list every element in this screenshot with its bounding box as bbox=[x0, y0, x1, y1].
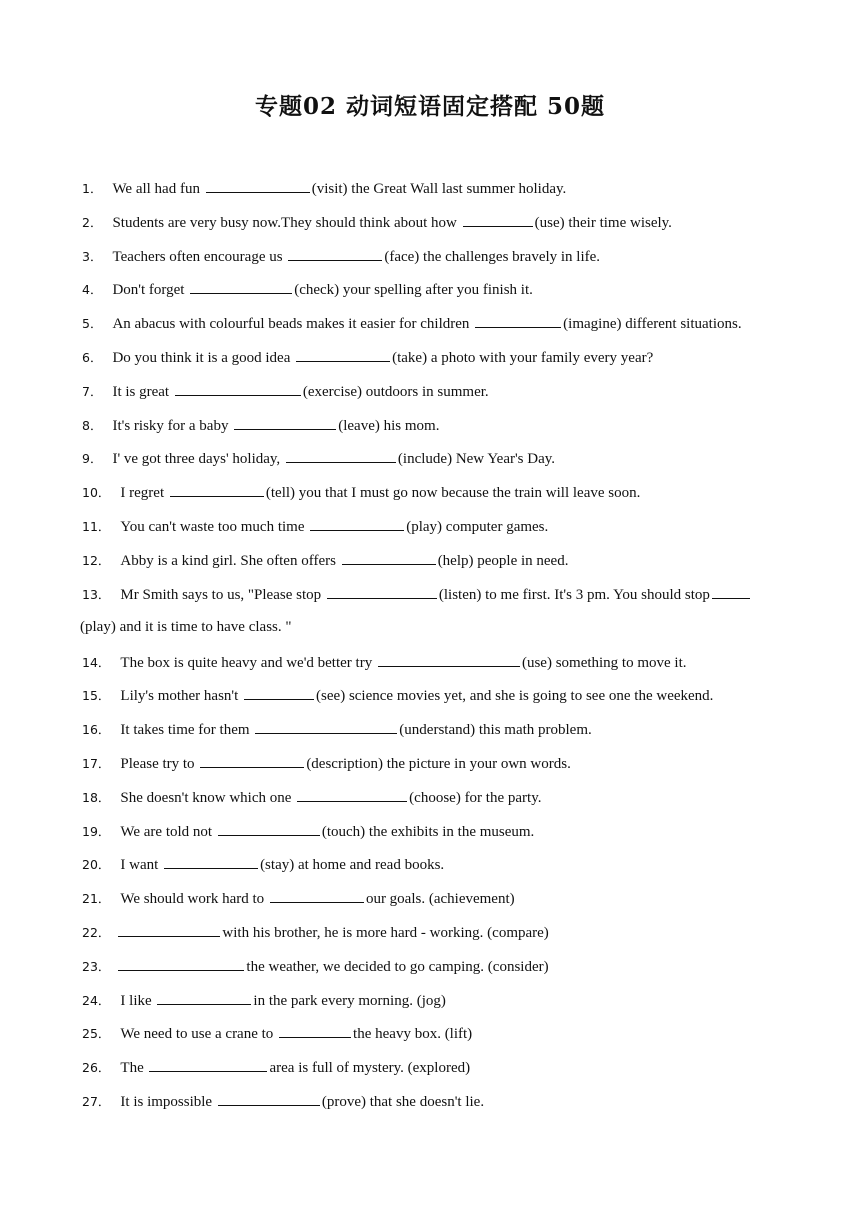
question-number: 11． bbox=[82, 518, 111, 534]
question-text-after: (play) computer games. bbox=[406, 518, 549, 535]
answer-blank[interactable] bbox=[475, 311, 561, 328]
question-item bbox=[82, 920, 782, 954]
question-number: 14． bbox=[82, 654, 111, 670]
question-text-after: (imagine) different situations. bbox=[563, 316, 742, 333]
question-text-before: Don't forget bbox=[112, 282, 189, 299]
question-text-after: (visit) the Great Wall last summer holiday. bbox=[311, 181, 567, 197]
question-text-after: (prove) that she doesn't lie. bbox=[321, 1093, 485, 1110]
question-item bbox=[82, 988, 782, 1022]
answer-blank[interactable] bbox=[206, 176, 310, 193]
answer-blank[interactable] bbox=[712, 582, 750, 599]
question-text-before: I want bbox=[120, 857, 163, 874]
question-text-after: (choose) for the party. bbox=[409, 789, 542, 806]
answer-blank[interactable] bbox=[149, 1055, 267, 1072]
question-item bbox=[82, 819, 782, 853]
answer-blank[interactable] bbox=[118, 954, 244, 971]
question-number: 10． bbox=[82, 485, 111, 501]
question-text-before: I regret bbox=[120, 485, 168, 502]
answer-blank[interactable] bbox=[200, 751, 304, 768]
question-list bbox=[82, 176, 782, 1123]
question-text-before: She doesn't know which one bbox=[120, 789, 296, 806]
question-number: 17． bbox=[82, 755, 111, 771]
answer-blank[interactable] bbox=[270, 886, 364, 903]
answer-blank[interactable] bbox=[118, 920, 220, 937]
answer-blank[interactable] bbox=[310, 514, 404, 531]
question-text-after: (take) a photo with your family every year? bbox=[392, 349, 654, 366]
question-text-after: (leave) his mom. bbox=[338, 417, 440, 434]
question-text-after: area is full of mystery. (explored) bbox=[269, 1060, 471, 1077]
question-number: 13． bbox=[82, 586, 111, 602]
question-item bbox=[82, 785, 782, 819]
question-item bbox=[82, 446, 782, 480]
answer-blank[interactable] bbox=[218, 819, 320, 836]
question-number: 6． bbox=[82, 349, 103, 365]
question-text-after: (face) the challenges bravely in life. bbox=[384, 248, 601, 265]
answer-blank[interactable] bbox=[279, 1021, 351, 1038]
question-number: 3． bbox=[82, 248, 103, 264]
question-number: 12． bbox=[82, 552, 111, 568]
question-text-after: (help) people in need. bbox=[437, 552, 569, 569]
answer-blank[interactable] bbox=[288, 244, 382, 261]
answer-blank[interactable] bbox=[297, 785, 407, 802]
question-text-after: (check) your spelling after you finish it. bbox=[294, 282, 533, 299]
question-text-after: (listen) to me first. It's 3 pm. You should stop bbox=[438, 586, 710, 603]
question-number: 23． bbox=[82, 958, 111, 974]
question-text-before: Please try to bbox=[120, 755, 199, 772]
question-item bbox=[82, 345, 782, 379]
question-text-after: (stay) at home and read books. bbox=[260, 857, 445, 874]
answer-blank[interactable] bbox=[378, 650, 520, 667]
question-text-before: The box is quite heavy and we'd better try bbox=[120, 654, 376, 671]
question-item bbox=[82, 954, 782, 988]
question-text-before: Do you think it is a good idea bbox=[112, 349, 295, 366]
answer-blank[interactable] bbox=[218, 1089, 320, 1106]
question-number: 7． bbox=[82, 383, 103, 399]
question-number: 25． bbox=[82, 1026, 111, 1042]
question-text-after: our goals. (achievement) bbox=[365, 891, 515, 908]
question-item bbox=[82, 311, 782, 345]
question-text-after: (tell) you that I must go now because the train will leave soon. bbox=[265, 485, 641, 502]
question-text-before: You can't waste too much time bbox=[120, 518, 309, 535]
question-text-continued: (play) and it is time to have class. " bbox=[80, 618, 292, 635]
question-number: 9． bbox=[82, 451, 103, 467]
answer-blank[interactable] bbox=[170, 480, 264, 497]
question-text-before: We need to use a crane to bbox=[120, 1026, 278, 1043]
question-text-before: We all had fun bbox=[112, 181, 204, 197]
question-text-before: Lily's mother hasn't bbox=[120, 688, 243, 705]
question-text-after: (see) science movies yet, and she is going to see one the weekend. bbox=[316, 688, 714, 705]
question-item bbox=[82, 514, 782, 548]
question-text-after: the heavy box. (lift) bbox=[353, 1026, 473, 1043]
question-item bbox=[82, 582, 782, 650]
question-text-before: Abby is a kind girl. She often offers bbox=[120, 552, 340, 569]
answer-blank[interactable] bbox=[463, 210, 533, 227]
question-item bbox=[82, 548, 782, 582]
question-number: 18． bbox=[82, 789, 111, 805]
question-number: 21． bbox=[82, 891, 111, 907]
question-number: 15． bbox=[82, 688, 111, 704]
question-text-before: We are told not bbox=[120, 823, 216, 840]
question-item bbox=[82, 210, 782, 244]
question-text-after: (description) the picture in your own words. bbox=[306, 755, 571, 772]
question-text-after: (include) New Year's Day. bbox=[397, 451, 556, 468]
question-item bbox=[82, 852, 782, 886]
question-item bbox=[82, 277, 782, 311]
question-text-before: The bbox=[120, 1060, 148, 1077]
question-item bbox=[82, 650, 782, 684]
question-number: 19． bbox=[82, 823, 111, 839]
question-item bbox=[82, 683, 782, 717]
question-number: 22． bbox=[82, 924, 111, 940]
question-number: 20． bbox=[82, 857, 111, 873]
question-text-after: in the park every morning. (jog) bbox=[253, 992, 446, 1009]
answer-blank[interactable] bbox=[164, 852, 258, 869]
answer-blank[interactable] bbox=[255, 717, 397, 734]
question-item bbox=[82, 244, 782, 278]
question-item bbox=[82, 1021, 782, 1055]
question-item bbox=[82, 717, 782, 751]
answer-blank[interactable] bbox=[327, 582, 437, 599]
question-text-after: (exercise) outdoors in summer. bbox=[302, 383, 489, 400]
question-number: 4． bbox=[82, 282, 103, 298]
question-item bbox=[82, 379, 782, 413]
question-item bbox=[82, 176, 782, 210]
answer-blank[interactable] bbox=[342, 548, 436, 565]
question-item bbox=[82, 751, 782, 785]
question-number: 2． bbox=[82, 214, 103, 230]
question-number: 27． bbox=[82, 1093, 111, 1109]
question-text-before: Students are very busy now.They should think about how bbox=[112, 214, 461, 231]
question-text-before: I like bbox=[120, 992, 156, 1009]
question-text-before: It is great bbox=[112, 383, 173, 400]
question-number: 1． bbox=[82, 181, 103, 196]
question-item bbox=[82, 480, 782, 514]
question-text-after: (understand) this math problem. bbox=[399, 722, 592, 739]
question-item bbox=[82, 886, 782, 920]
question-number: 5． bbox=[82, 316, 103, 332]
question-item bbox=[82, 413, 782, 447]
answer-blank[interactable] bbox=[286, 446, 396, 463]
question-number: 26． bbox=[82, 1060, 111, 1076]
question-text-before: We should work hard to bbox=[120, 891, 268, 908]
question-number: 24． bbox=[82, 992, 111, 1008]
question-text-before: Teachers often encourage us bbox=[112, 248, 287, 265]
page-title: 专题02 动词短语固定搭配 50题 bbox=[254, 93, 606, 120]
question-text-before: It is impossible bbox=[120, 1093, 216, 1110]
answer-blank[interactable] bbox=[234, 413, 336, 430]
answer-blank[interactable] bbox=[157, 988, 251, 1005]
question-number: 16． bbox=[82, 722, 111, 738]
question-text-after: (touch) the exhibits in the museum. bbox=[321, 823, 535, 840]
question-number: 8． bbox=[82, 417, 103, 433]
question-text-before: I' ve got three days' holiday, bbox=[112, 451, 284, 468]
question-item bbox=[82, 1055, 782, 1089]
answer-blank[interactable] bbox=[175, 379, 301, 396]
question-text-before: Mr Smith says to us, "Please stop bbox=[120, 586, 325, 603]
question-text-after: the weather, we decided to go camping. (consider) bbox=[246, 958, 549, 975]
answer-blank[interactable] bbox=[296, 345, 390, 362]
question-text-after: (use) something to move it. bbox=[521, 654, 687, 671]
question-text-before: It's risky for a baby bbox=[112, 417, 233, 434]
question-text-after: with his brother, he is more hard - working. (compare) bbox=[222, 924, 549, 941]
question-text-before: It takes time for them bbox=[120, 722, 254, 739]
question-text-before: An abacus with colourful beads makes it easier for children bbox=[112, 316, 474, 333]
answer-blank[interactable] bbox=[244, 683, 314, 700]
answer-blank[interactable] bbox=[190, 277, 292, 294]
question-text-after: (use) their time wisely. bbox=[534, 214, 672, 231]
question-item bbox=[82, 1089, 782, 1123]
